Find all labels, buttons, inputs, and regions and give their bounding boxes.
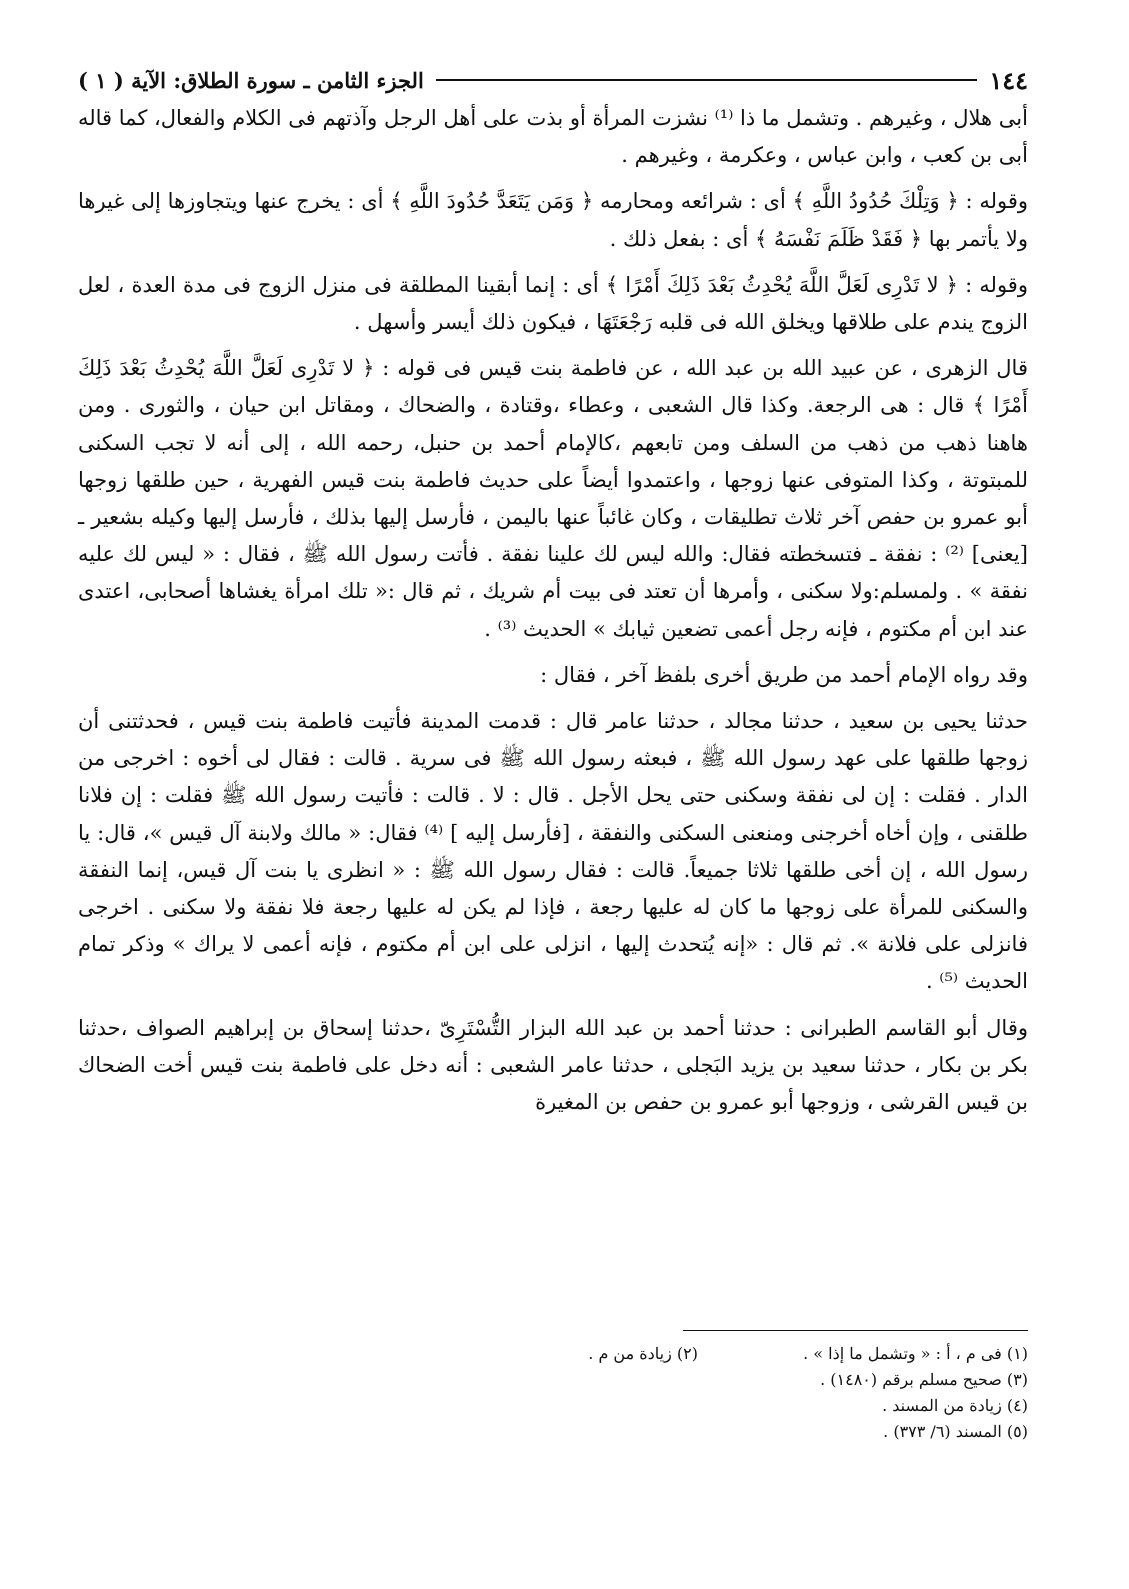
footnotes: [78, 1330, 1028, 1445]
page-number: ١٤٤: [989, 65, 1028, 95]
header-rule: [436, 79, 978, 81]
paragraph: وقد رواه الإمام أحمد من طريق أخرى بلفظ آخر ، فقال :: [540, 662, 1028, 687]
paragraph: وقوله : ﴿ وَتِلْكَ حُدُودُ اللَّهِ ﴾ أى : شرائعه ومحارمه ﴿ وَمَن يَتَعَدَّ حُدُودَ اللَّهِ ﴾ أى : يخرج عنها ويتجاوزها إلى غيرها ولا يأتمر بها ﴿ فَقَدْ ظَلَمَ نَفْسَهُ ﴾ أى : بفعل ذلك .: [78, 189, 1028, 251]
paragraph: حدثنا يحيى بن سعيد ، حدثنا مجالد ، حدثنا عامر قال : قدمت المدينة فأتيت فاطمة بنت قيس ، فحدثتنى أن زوجها طلقها على عهد رسول الله ﷺ ، فبعثه رسول الله ﷺ فى سرية . قالت : فقال لى أخوه : اخرجى من الدار . فقلت : إن لى نفقة وسكنى حتى يحل الأجل . قال : لا . قالت : فأتيت رسول الله ﷺ فقلت : إن فلانا طلقنى ، وإن أخاه أخرجنى ومنعنى السكنى والنفقة ، [فأرسل إليه ] ⁽⁴⁾ فقال: « مالك ولابنة آل قيس »، قال: يا رسول الله ، إن أخى طلقها ثلاثا جميعاً. قالت : فقال رسول الله ﷺ : « انظرى يا بنت آل قيس، إنما النفقة والسكنى للمرأة على زوجها ما كان له عليها رجعة ، فإذا لم يكن له عليها رجعة فلا نفقة ولا سكنى . اخرجى فانزلى على فلانة ». ثم قال : «إنه يُتحدث إليها ، انزلى على ابن أم مكتوم ، فإنه أعمى لا يراك » وذكر تمام الحديث ⁽⁵⁾ .: [78, 709, 1028, 994]
footnote-5: (٥) المسند (٦/ ٣٧٣) .: [883, 1422, 1028, 1441]
page-header: [78, 62, 1028, 98]
page-title: الجزء الثامن ـ سورة الطلاق: الآية ( ١ ): [78, 67, 424, 93]
footnote-4: (٤) زيادة من المسند .: [882, 1396, 1028, 1415]
paragraph: أبى هلال ، وغيرهم . وتشمل ما ذا ⁽¹⁾ نشزت المرأة أو بذت على أهل الرجل وآذتهم فى الكلام والفعال، كما قاله أبى بن كعب ، وابن عباس ، وعكرمة ، وغيرهم .: [78, 106, 1028, 168]
footnote-3: (٣) صحيح مسلم برقم (١٤٨٠) .: [820, 1370, 1028, 1389]
paragraph: وقوله : ﴿ لا تَدْرِى لَعَلَّ اللَّهَ يُحْدِثُ بَعْدَ ذَلِكَ أَمْرًا ﴾ أى : إنما أبقينا المطلقة فى منزل الزوج فى مدة العدة ، لعل الزوج يندم على طلاقها ويخلق الله فى قلبه رَجْعَتَهَا ، فيكون ذلك أيسر وأسهل .: [78, 272, 1028, 335]
page-body: [78, 100, 1028, 1121]
document-page: [78, 62, 1028, 1542]
footnote-2: (٢) زيادة من م .: [588, 1344, 698, 1363]
paragraph: قال الزهرى ، عن عبيد الله بن عبد الله ، عن فاطمة بنت قيس فى قوله : ﴿ لا تَدْرِى لَعَلَّ اللَّهَ يُحْدِثُ بَعْدَ ذَلِكَ أَمْرًا ﴾ قال : هى الرجعة. وكذا قال الشعبى ، وعطاء ،وقتادة ، والضحاك ، ومقاتل ابن حيان ، والثورى . ومن هاهنا ذهب من ذهب من السلف ومن تابعهم ،كالإمام أحمد بن حنبل، رحمه الله ، إلى أنه لا تجب السكنى للمبتوتة ، وكذا المتوفى عنها زوجها ، واعتمدوا أيضاً على حديث فاطمة بنت قيس الفهرية ، حين طلقها زوجها أبو عمرو بن حفص آخر ثلاث تطليقات ، وكان غائباً عنها باليمن ، فأرسل إليها بذلك ، فأرسل إليها وكيله بشعير ـ [يعنى] ⁽²⁾ : نفقة ـ فتسخطته فقال: والله ليس لك علينا نفقة . فأتت رسول الله ﷺ ، فقال : « ليس لك عليه نفقة » . ولمسلم:ولا سكنى ، وأمرها أن تعتد فى بيت أم شريك ، ثم قال :« تلك امرأة يغشاها أصحابى، اعتدى عند ابن أم مكتوم ، فإنه رجل أعمى تضعين ثيابك » الحديث ⁽³⁾ .: [78, 356, 1028, 641]
footnote-1: (١) فى م ، أ : « وتشمل ما إذا » .: [803, 1344, 1028, 1363]
paragraph: وقال أبو القاسم الطبرانى : حدثنا أحمد بن عبد الله البزار التُّسْتَرِىّ ،حدثنا إسحاق بن إبراهيم الصواف ،حدثنا بكر بن بكار ، حدثنا سعيد بن يزيد البَجلى ، حدثنا عامر الشعبى : أنه دخل على فاطمة بنت قيس أخت الضحاك بن قيس القرشى ، وزوجها أبو عمرو بن حفص بن المغيرة: [78, 1015, 1028, 1115]
footnote-rule: [683, 1330, 1028, 1331]
footnote-row: [78, 1341, 1028, 1367]
